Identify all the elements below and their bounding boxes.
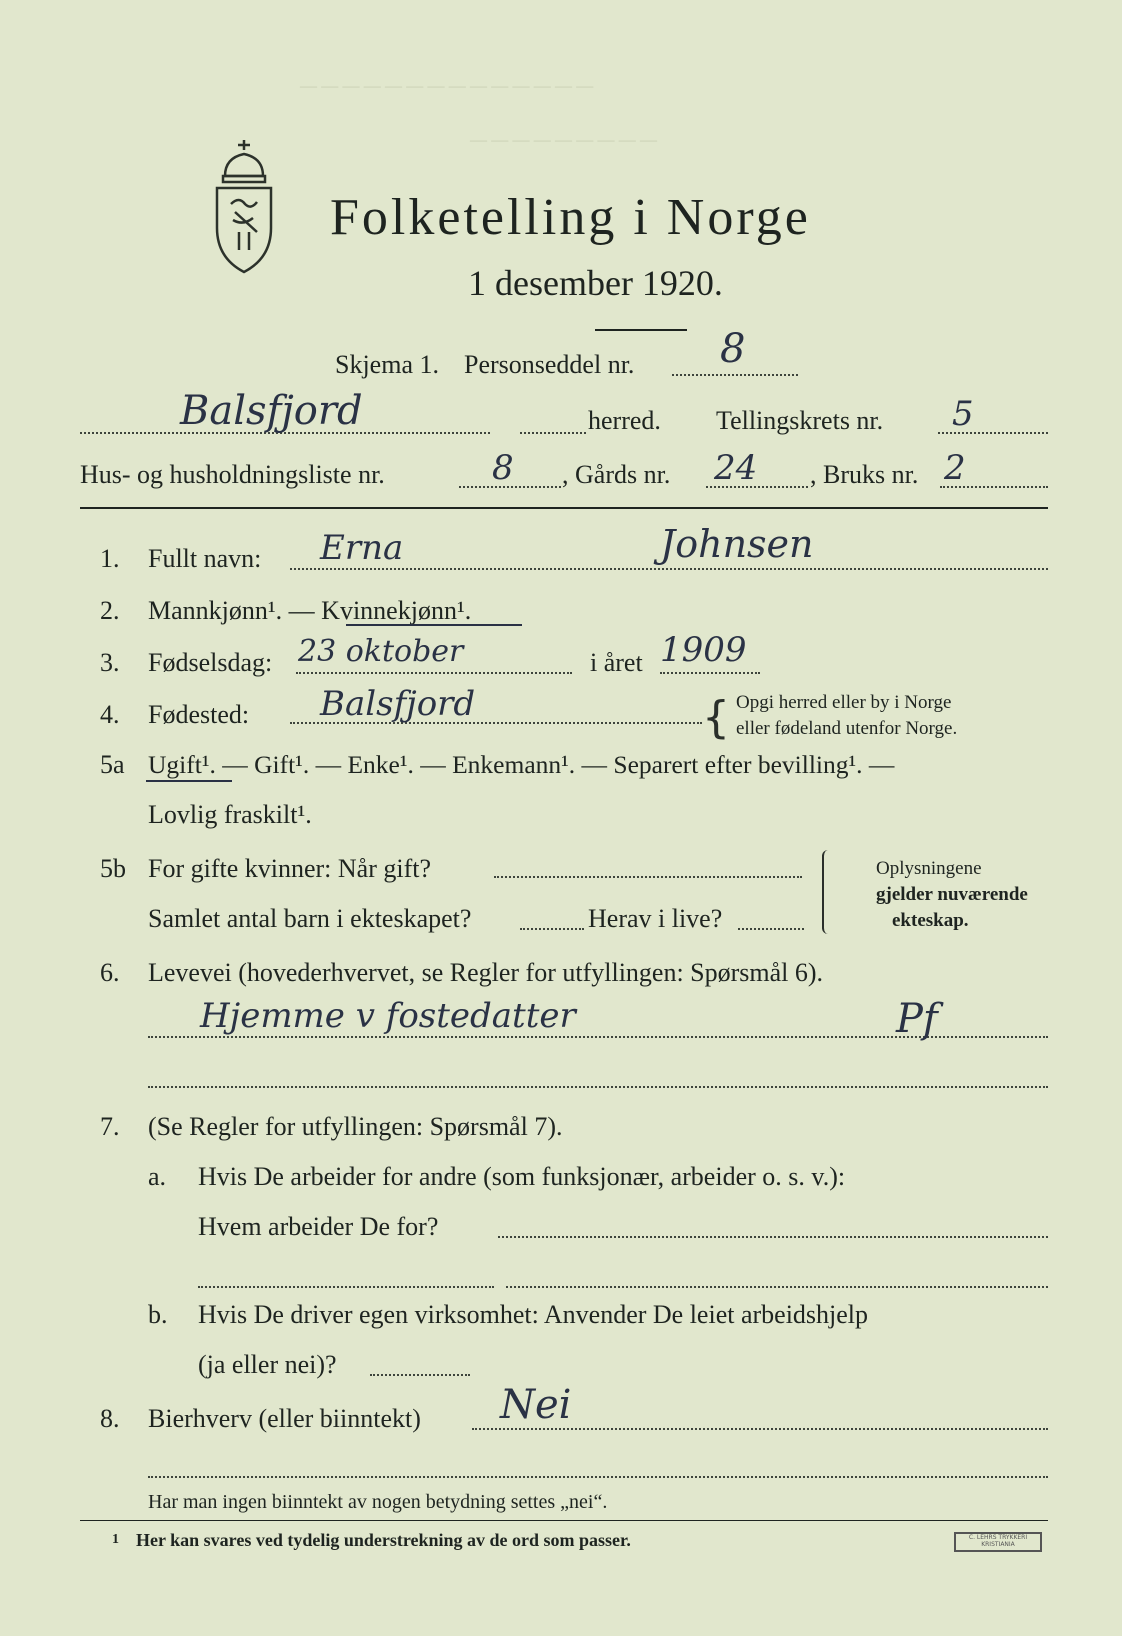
footnote-mark: 1 <box>112 1532 119 1547</box>
q5b-number: 5b <box>100 854 126 883</box>
q8-field-line <box>472 1428 1048 1430</box>
q4-value[interactable]: Balsfjord <box>320 684 476 724</box>
printer-stamp: C. LEHRS TRYKKERI KRISTIANIA <box>954 1532 1042 1552</box>
q4-brace: { <box>702 692 730 743</box>
q7a-label: Hvis De arbeider for andre (som funksjonær, arbeider o. s. v.): <box>198 1162 846 1191</box>
q1-first-name[interactable]: Erna <box>320 528 404 568</box>
q4-number: 4. <box>100 700 120 729</box>
gards-label: , Gårds nr. <box>562 460 671 489</box>
norwegian-coat-of-arms-icon <box>205 136 283 276</box>
q3-label: Fødselsdag: <box>148 648 273 677</box>
personseddel-field-line <box>672 374 798 376</box>
q5b-note-1: Oplysningene <box>876 858 982 879</box>
footnote-text: Her kan svares ved tydelig understrekning av de ord som passer. <box>136 1530 631 1550</box>
q7a-field-line <box>498 1236 1048 1238</box>
q8-label: Bierhverv (eller biinntekt) <box>148 1404 421 1433</box>
q2-number: 2. <box>100 596 120 625</box>
herred-value[interactable]: Balsfjord <box>180 388 363 434</box>
q5b-note-2: gjelder nuværende <box>876 884 1028 905</box>
q7a-label-2: Hvem arbeider De for? <box>198 1212 439 1241</box>
q7a-field-line-3 <box>506 1286 1048 1288</box>
q6-field-line-2 <box>148 1086 1048 1088</box>
personseddel-label: Personseddel nr. <box>464 350 635 379</box>
bruks-label: , Bruks nr. <box>810 460 919 489</box>
herred-field-line-2 <box>520 432 586 434</box>
form-title: Folketelling i Norge <box>330 189 811 246</box>
q8-field-line-2 <box>148 1476 1048 1478</box>
q2-label[interactable]: Mannkjønn¹. — Kvinnekjønn¹. <box>148 596 472 625</box>
q6-mark: Pf <box>896 996 938 1042</box>
q6-value[interactable]: Hjemme v fostedatter <box>200 996 576 1036</box>
q5b-alive-field-line <box>738 928 804 930</box>
footnote-divider <box>80 1520 1048 1521</box>
q5a-label[interactable]: Ugift¹. — Gift¹. — Enke¹. — Enkemann¹. — Separert efter bevilling¹. — <box>148 750 895 779</box>
q3-number: 3. <box>100 648 120 677</box>
q7a-letter: a. <box>148 1162 167 1191</box>
q5b-children-field-line <box>520 928 584 930</box>
q6-label: Levevei (hovederhvervet, se Regler for utfyllingen: Spørsmål 6). <box>148 958 824 987</box>
q5b-label-3: Herav i live? <box>588 904 723 933</box>
husliste-value[interactable]: 8 <box>492 448 514 488</box>
census-date: 1 desember 1920. <box>468 263 723 303</box>
q7-number: 7. <box>100 1112 120 1141</box>
q5b-label-2: Samlet antal barn i ekteskapet? <box>148 904 472 933</box>
q8-number: 8. <box>100 1404 120 1433</box>
q5b-married-field-line <box>494 876 802 878</box>
section-divider <box>80 507 1048 509</box>
q3-year-field-line <box>660 672 760 674</box>
schema-label: Skjema 1. <box>335 350 439 379</box>
nil-income-note: Har man ingen biinntekt av nogen betydning settes „nei“. <box>148 1491 608 1513</box>
q7a-field-line-2 <box>198 1286 494 1288</box>
q3-field-line <box>296 672 572 674</box>
q5a-number: 5a <box>100 750 125 779</box>
q8-value[interactable]: Nei <box>500 1382 572 1428</box>
herred-label: herred. <box>588 406 661 435</box>
bleed-through: — — — — — — — — — <box>470 130 657 149</box>
bleed-through: — — — — — — — — — — — — — — <box>300 76 594 95</box>
husliste-label: Hus- og husholdningsliste nr. <box>80 460 385 489</box>
q4-note-2: eller fødeland utenfor Norge. <box>736 718 958 739</box>
q1-field-line <box>290 568 1048 570</box>
tellingskrets-label: Tellingskrets nr. <box>716 406 884 435</box>
q5a-selected-underline <box>146 780 232 782</box>
gards-value[interactable]: 24 <box>714 448 758 488</box>
q3-year-label: i året <box>590 648 643 677</box>
q7-label: (Se Regler for utfyllingen: Spørsmål 7). <box>148 1112 563 1141</box>
q4-label: Fødested: <box>148 700 250 729</box>
q1-last-name[interactable]: Johnsen <box>660 522 814 566</box>
q3-value[interactable]: 23 oktober <box>298 634 464 669</box>
q7b-label-2: (ja eller nei)? <box>198 1350 337 1379</box>
q3-year-value[interactable]: 1909 <box>660 630 747 670</box>
tellingskrets-value[interactable]: 5 <box>952 394 974 434</box>
q1-number: 1. <box>100 544 120 573</box>
personseddel-value[interactable]: 8 <box>720 326 746 372</box>
q6-number: 6. <box>100 958 120 987</box>
q2-selected-underline <box>346 624 522 626</box>
title-divider <box>595 329 687 331</box>
q5a-label-2[interactable]: Lovlig fraskilt¹. <box>148 800 312 829</box>
q4-note-1: Opgi herred eller by i Norge <box>736 692 952 713</box>
q7b-label: Hvis De driver egen virksomhet: Anvender De leiet arbeidshjelp <box>198 1300 869 1329</box>
q7b-field-line <box>370 1374 470 1376</box>
q1-label: Fullt navn: <box>148 544 262 573</box>
q5b-bracket <box>822 850 828 934</box>
bruks-value[interactable]: 2 <box>944 448 966 488</box>
q5b-note-3: ekteskap. <box>892 910 969 931</box>
q5b-label: For gifte kvinner: Når gift? <box>148 854 432 883</box>
q7b-letter: b. <box>148 1300 168 1329</box>
